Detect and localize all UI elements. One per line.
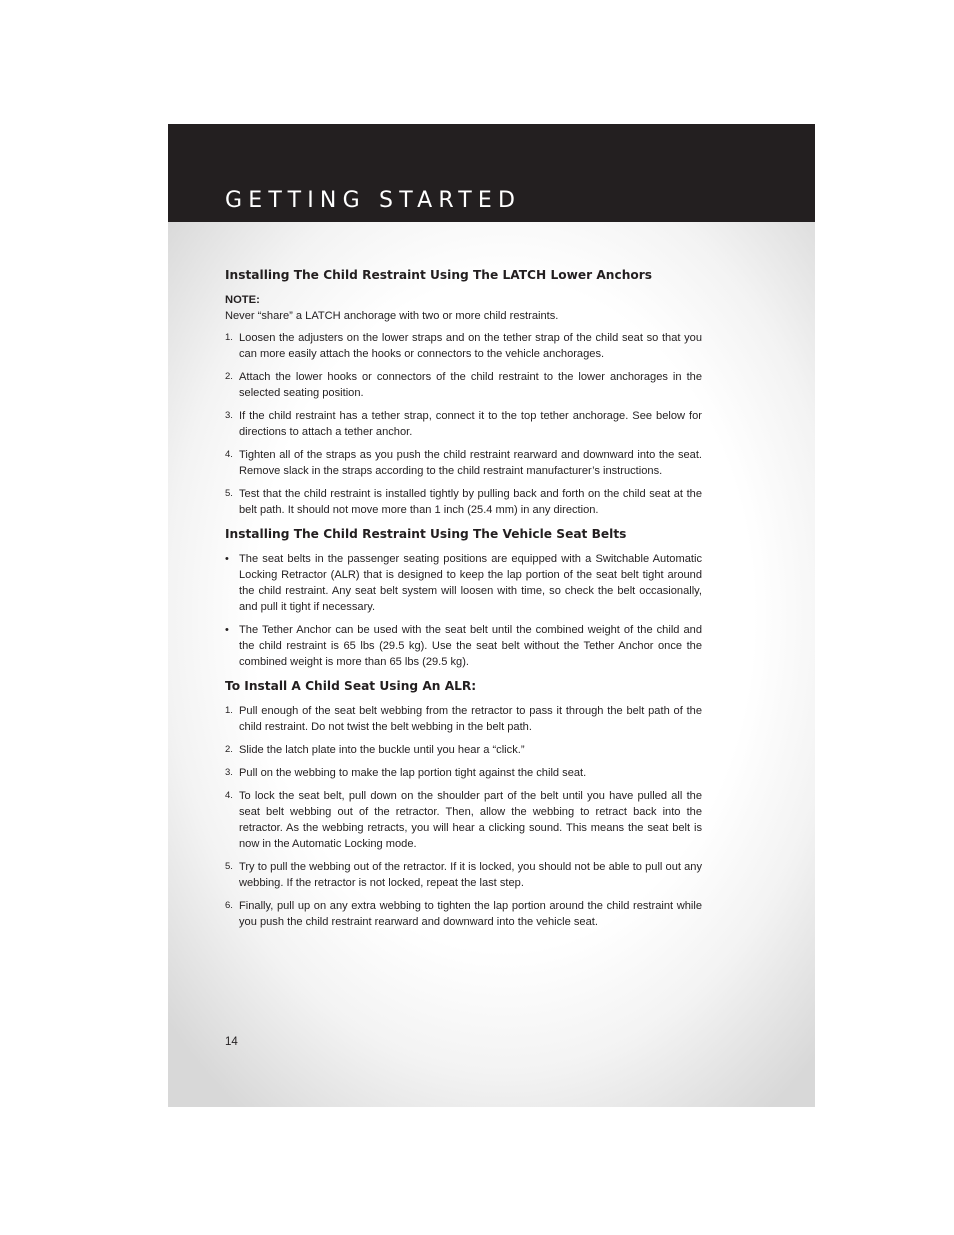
list-item [225,408,702,440]
step-number: 4. [225,790,233,801]
page-number: 14 [225,1036,238,1048]
step-text: Finally, pull up on any extra webbing to tighten the lap portion around the child restraint while you push the child restraint rearward and downward into the vehicle seat. [239,900,702,928]
header-band [168,124,815,222]
list-item [225,765,702,781]
step-number: 1. [225,705,233,716]
step-text: Test that the child restraint is installed tightly by pulling back and forth on the child seat at the belt path. It should not move more than 1 inch (25.4 mm) in any direction. [239,488,702,516]
list-item [225,447,702,479]
latch-steps [225,330,702,518]
list-item [225,486,702,518]
step-text: Pull enough of the seat belt webbing from the retractor to pass it through the belt path of the child restraint. Do not twist the belt webbing in the belt path. [239,705,702,733]
list-item [225,622,702,670]
step-number: 1. [225,332,233,343]
step-text: To lock the seat belt, pull down on the shoulder part of the belt until you have pulled all the seat belt webbing out of the retractor. Then, allow the webbing to retract back into the retractor. As the webbing retracts, you will hear a clicking sound. This means the seat belt is now in the Automatic Locking mode. [239,790,702,850]
latch-heading: Installing The Child Restraint Using The LATCH Lower Anchors [225,268,653,282]
step-text: Slide the latch plate into the buckle until you hear a “click.” [239,744,525,756]
step-text: Pull on the webbing to make the lap portion tight against the child seat. [239,767,587,779]
list-item [225,742,702,758]
bullet-mark: • [225,553,229,565]
step-number: 3. [225,410,233,421]
step-text: Attach the lower hooks or connectors of the child restraint to the lower anchorages in the selected seating position. [239,371,702,399]
bullet-text: The Tether Anchor can be used with the seat belt until the combined weight of the child and the child restraint is 65 lbs (29.5 kg). Use the seat belt without the Tether Anchor once the combined weight is more than 65 lbs (29.5 kg). [239,624,702,668]
bullet-text: The seat belts in the passenger seating positions are equipped with a Switchable Automatic Locking Retractor (ALR) that is designed to keep the lap portion of the seat belt tight around the child restraint. Any seat belt system will loosen with time, so check the belt occasionally, and pull it tight if necessary. [239,553,702,613]
list-item [225,551,702,615]
note-label: NOTE: [225,294,260,306]
bullet-mark: • [225,624,229,636]
step-text: If the child restraint has a tether strap, connect it to the top tether anchorage. See below for directions to attach a tether anchor. [239,410,702,438]
list-item [225,788,702,852]
step-number: 2. [225,371,233,382]
alr-steps [225,703,702,930]
manual-page [168,124,815,1107]
step-number: 3. [225,767,233,778]
step-number: 6. [225,900,233,911]
seat-belts-heading: Installing The Child Restraint Using The Vehicle Seat Belts [225,527,627,541]
step-number: 5. [225,861,233,872]
alr-heading: To Install A Child Seat Using An ALR: [225,679,477,693]
page-content [225,267,702,938]
list-item [225,859,702,891]
list-item [225,330,702,362]
seat-belts-bullets [225,551,702,670]
step-text: Try to pull the webbing out of the retractor. If it is locked, you should not be able to pull out any webbing. If the retractor is not locked, repeat the last step. [239,861,702,889]
step-text: Tighten all of the straps as you push the child restraint rearward and downward into the seat. Remove slack in the straps according to the child restraint manufacturer’s instructions. [239,449,702,477]
step-number: 5. [225,488,233,499]
list-item [225,369,702,401]
step-number: 2. [225,744,233,755]
note-text: Never “share” a LATCH anchorage with two or more child restraints. [225,310,559,322]
step-number: 4. [225,449,233,460]
list-item [225,703,702,735]
list-item [225,898,702,930]
step-text: Loosen the adjusters on the lower straps and on the tether strap of the child seat so that you can more easily attach the hooks or connectors to the vehicle anchorages. [239,332,702,360]
section-title: GETTING STARTED [225,188,522,213]
